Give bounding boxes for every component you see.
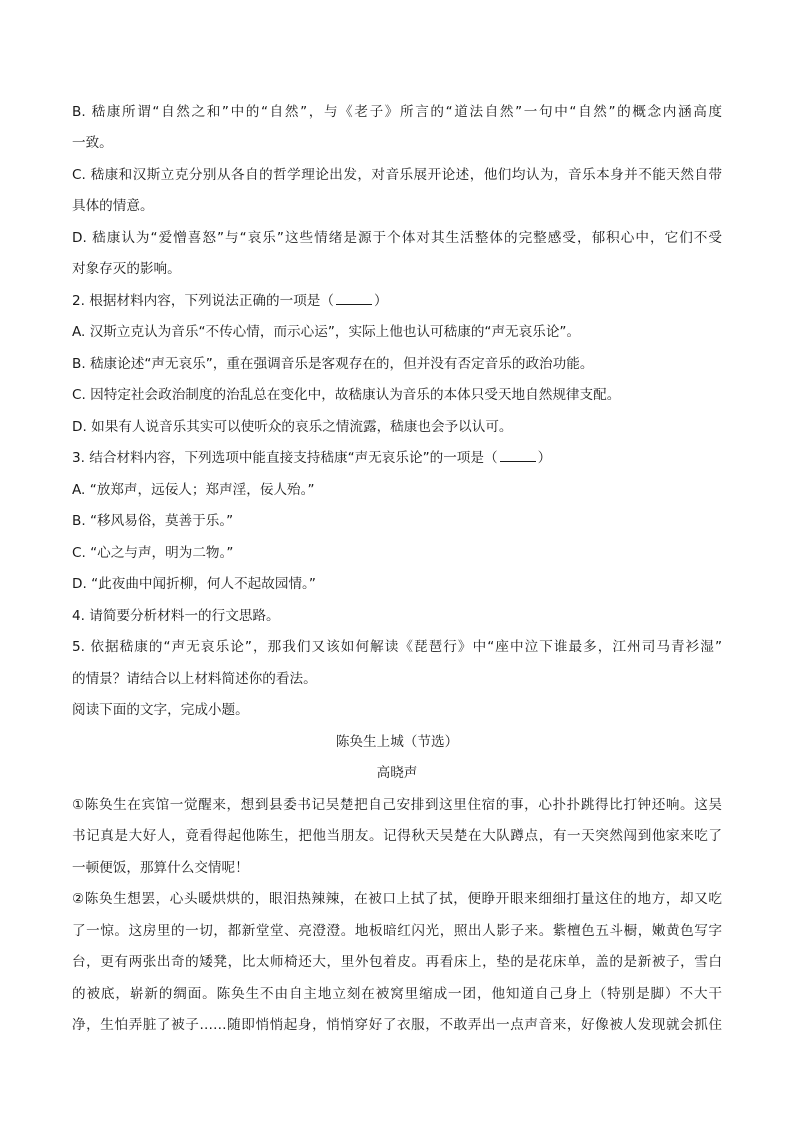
question-3-stem-text: 3. 结合材料内容，下列选项中能直接支持嵇康“声无哀乐论”的一项是（ bbox=[72, 450, 498, 466]
question-2-option-c: C. 因特定社会政治制度的治乱总在变化中，故嵇康认为音乐的本体只受天地自然规律支配。 bbox=[72, 387, 621, 403]
paragraph-2-line-5: 净，生怕弄脏了被子……随即悄悄起身，悄悄穿好了衣服，不敢弄出一点声音来，好像被人发现就会抓住 bbox=[72, 1017, 722, 1033]
question-3-option-b: B. “移风易俗，莫善于乐。” bbox=[72, 513, 234, 529]
passage-author: 高晓声 bbox=[376, 765, 418, 781]
answer-blank bbox=[336, 292, 372, 305]
question-3-stem bbox=[72, 449, 722, 467]
question-5-line-2: 的情景？请结合以上材料简述你的看法。 bbox=[72, 671, 317, 687]
option-d-line-2: 对象存灭的影响。 bbox=[72, 261, 181, 277]
question-2-option-b: B. 嵇康论述“声无哀乐”，重在强调音乐是客观存在的，但并没有否定音乐的政治功能。 bbox=[72, 356, 594, 372]
paragraph-2-line-3: 台，更有两张出奇的矮凳，比太师椅还大，里外包着皮。再看床上，垫的是花床单，盖的是新被子，雪白 bbox=[72, 954, 722, 970]
question-3-option-c: C. “心之与声，明为二物。” bbox=[72, 545, 234, 561]
question-3-option-a: A. “放郑声，远佞人；郑声淫，佞人殆。” bbox=[72, 482, 315, 498]
question-4: 4. 请简要分析材料一的行文思路。 bbox=[72, 608, 280, 624]
paragraph-2-line-2: 了一惊。这房里的一切，都新堂堂、亮澄澄。地板暗红闪光，照出人影子来。紫檀色五斗橱，嫩黄色写字 bbox=[72, 923, 722, 939]
option-c-line-2: 具体的情意。 bbox=[72, 198, 154, 214]
reading-instruction: 阅读下面的文字，完成小题。 bbox=[72, 702, 249, 718]
answer-blank bbox=[500, 449, 536, 462]
question-2-option-a: A. 汉斯立克认为音乐“不传心情，而示心运”，实际上他也认可嵇康的“声无哀乐论”。 bbox=[72, 324, 581, 340]
option-b-line-2: 一致。 bbox=[72, 135, 113, 151]
paragraph-1-line-2: 书记真是大好人，竟看得起他陈生，把他当朋友。记得秋天吴楚在大队蹲点，有一天突然闯到他家来吃了 bbox=[72, 828, 722, 844]
passage-title: 陈奂生上城（节选） bbox=[335, 734, 459, 750]
option-b-line-1: B. 嵇康所谓“自然之和”中的“自然”，与《老子》所言的“道法自然”一句中“自然”的概念内涵高度 bbox=[72, 104, 722, 120]
paragraph-1-line-1: ①陈奂生在宾馆一觉醒来，想到县委书记吴楚把自己安排到这里住宿的事，心扑扑跳得比打钟还响。这吴 bbox=[72, 797, 722, 813]
question-2-option-d: D. 如果有人说音乐其实可以使听众的哀乐之情流露，嵇康也会予以认可。 bbox=[72, 419, 513, 435]
option-d-line-1: D. 嵇康认为“爱憎喜怒”与“哀乐”这些情绪是源于个体对其生活整体的完整感受，郁积心中，它们不受 bbox=[72, 230, 722, 246]
question-2-stem bbox=[72, 292, 722, 310]
question-3-option-d: D. “此夜曲中闻折柳，何人不起故园情。” bbox=[72, 576, 316, 592]
question-3-stem-close: ） bbox=[537, 450, 552, 466]
option-c-line-1: C. 嵇康和汉斯立克分别从各自的哲学理论出发，对音乐展开论述，他们均认为，音乐本身并不能天然自带 bbox=[72, 167, 722, 183]
question-5-line-1: 5. 依据嵇康的“声无哀乐论”，那我们又该如何解读《琵琶行》中“座中泣下谁最多，江州司马青衫湿” bbox=[72, 639, 722, 655]
paragraph-1-line-3: 一顿便饭，那算什么交情呢！ bbox=[72, 860, 249, 876]
question-2-stem-close: ） bbox=[373, 293, 388, 309]
paragraph-2-line-4: 的被底，崭新的绸面。陈奂生不由自主地立刻在被窝里缩成一团，他知道自己身上（特别是脚）不大干 bbox=[72, 986, 722, 1002]
paragraph-2-line-1: ②陈奂生想罢，心头暖烘烘的，眼泪热辣辣，在被口上拭了拭，便睁开眼来细细打量这住的地方，却又吃 bbox=[72, 891, 722, 907]
question-2-stem-text: 2. 根据材料内容，下列说法正确的一项是（ bbox=[72, 293, 334, 309]
